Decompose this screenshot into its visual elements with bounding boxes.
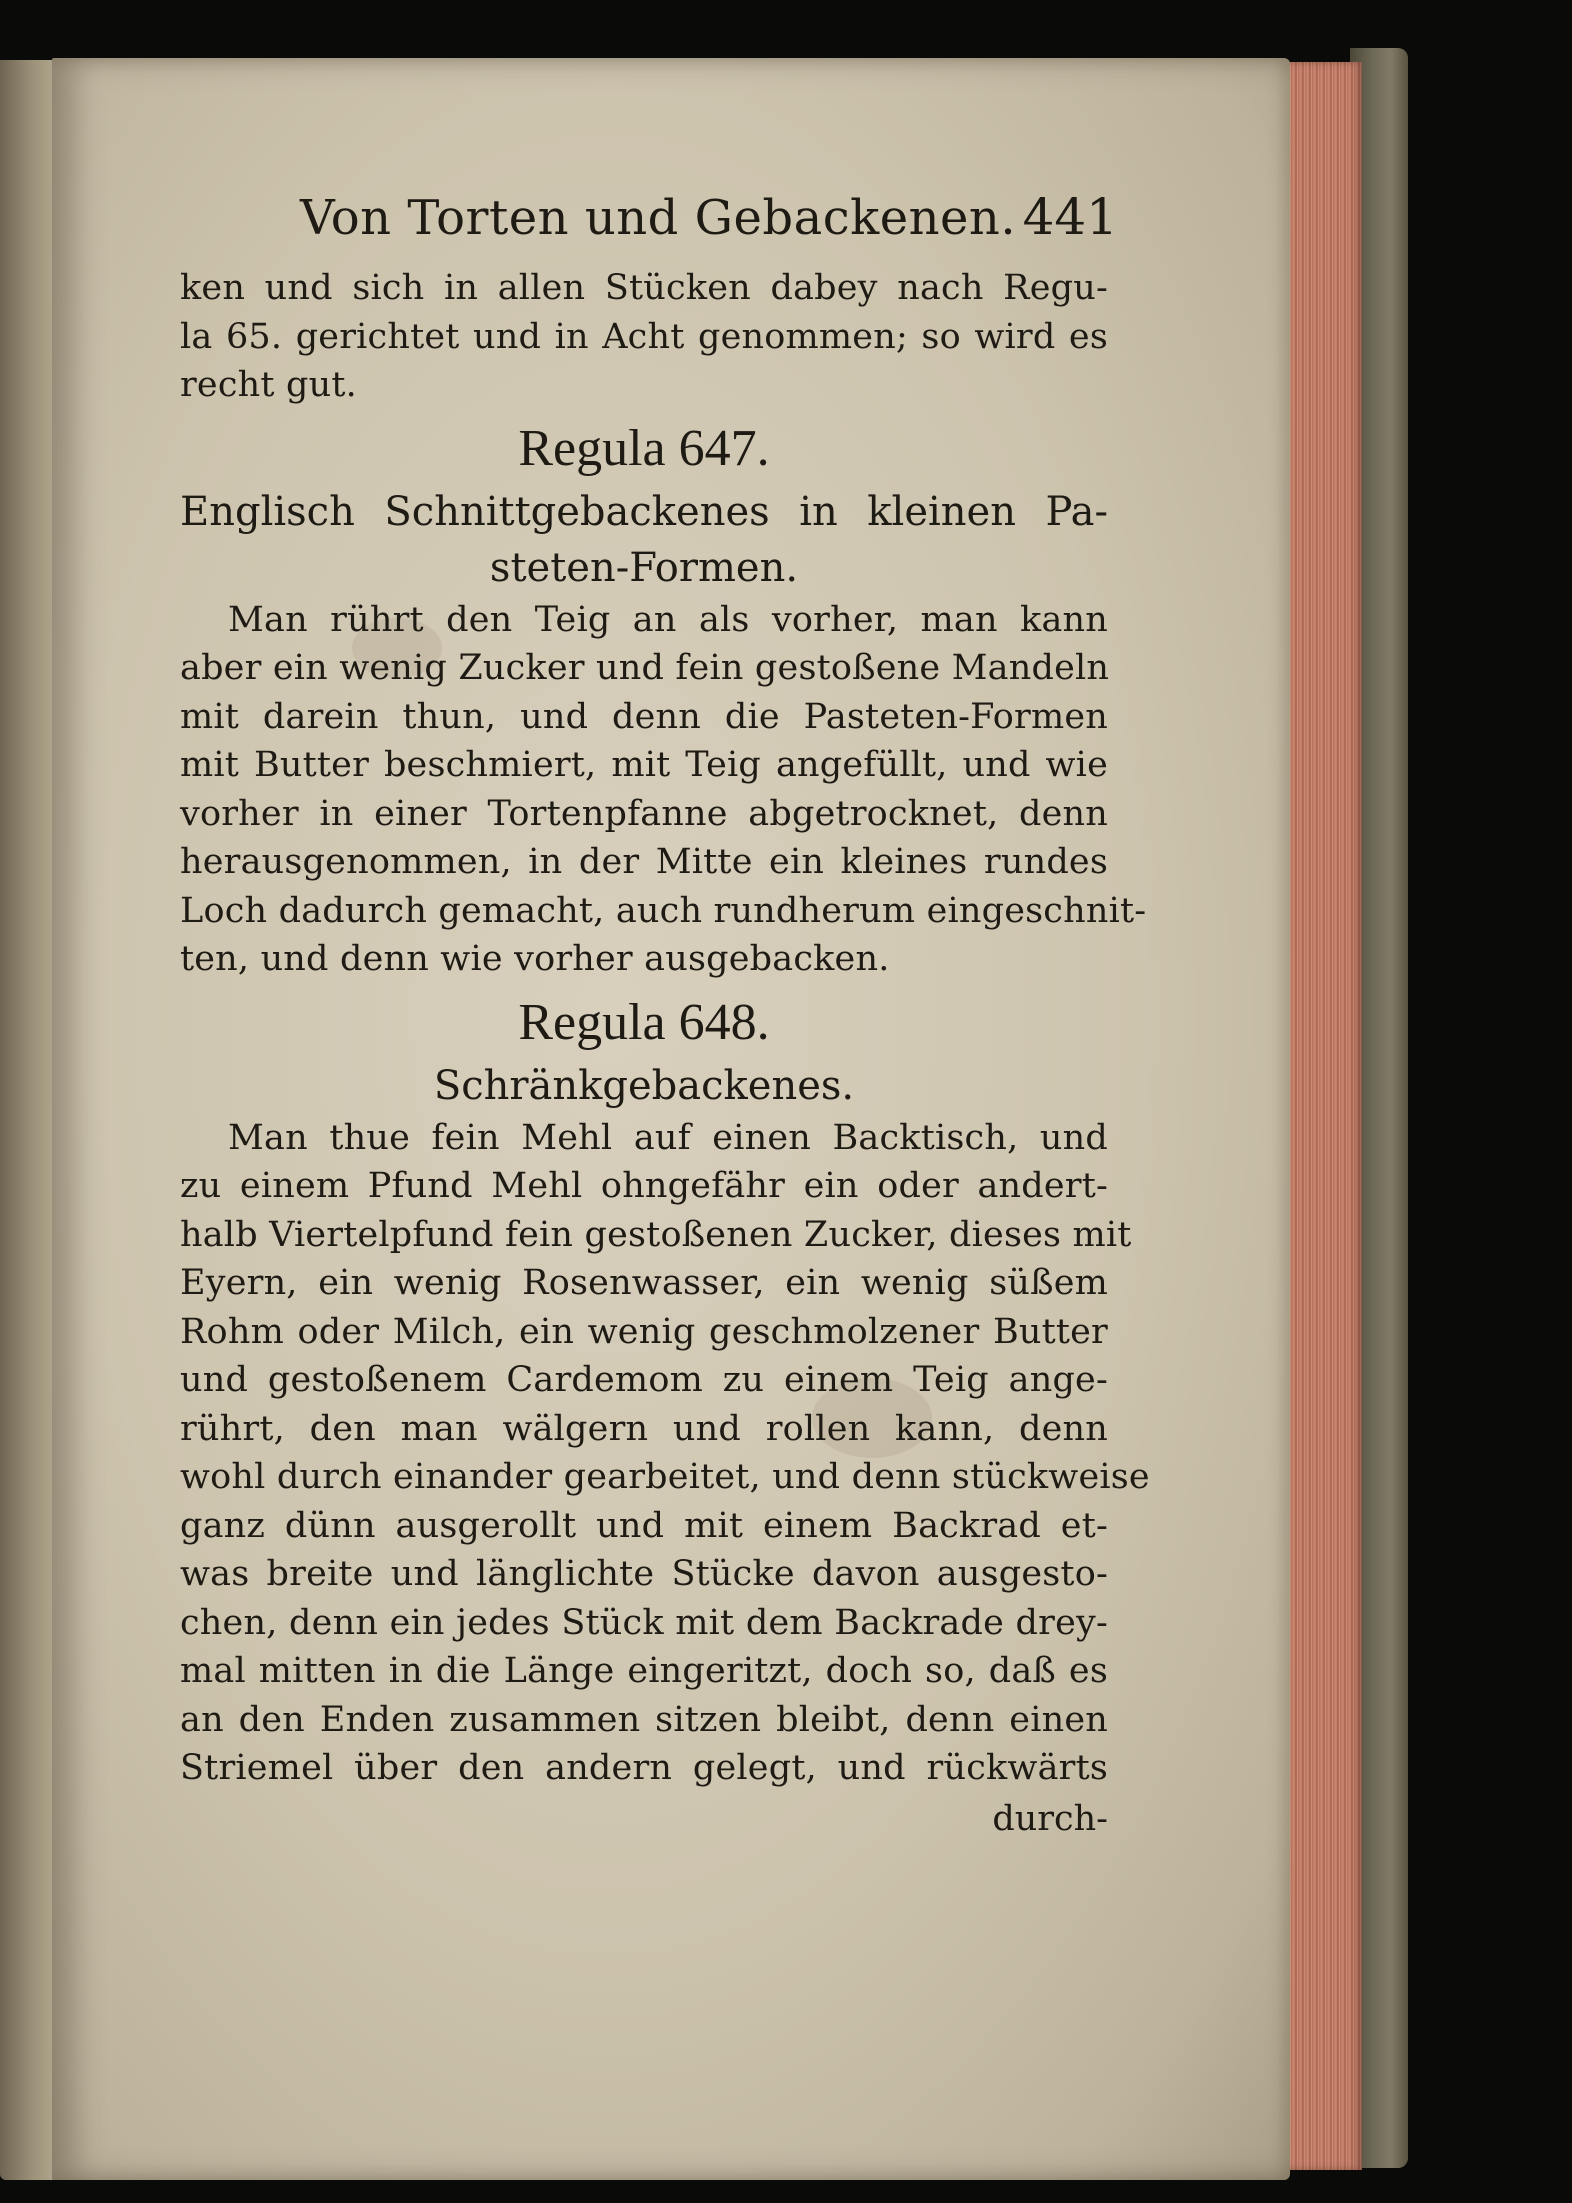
text-line: rührt, den man wälgern und rollen kann, denn [180, 1408, 1108, 1449]
text-line: Striemel über den andern gelegt, und rückwärts [180, 1748, 1108, 1788]
text-line: ken und sich in allen Stücken dabey nach Regu- [180, 268, 1108, 308]
text-line: an den Enden zusammen sitzen bleibt, denn einen [180, 1699, 1108, 1740]
rule-title [180, 484, 1108, 596]
catchword: durch- [992, 1798, 1108, 1839]
text-line: chen, denn ein jedes Stück mit dem Backrade drey- [180, 1602, 1108, 1643]
rule-body [180, 1114, 1150, 1793]
text-line: vorher in einer Tortenpfanne abgetrocknet, denn [180, 793, 1108, 834]
title-line: Schränkgebackenes. [433, 1062, 855, 1109]
text-line: wohl durch einander gearbeitet, und denn stückweise [180, 1457, 1150, 1497]
page-text [180, 188, 1150, 1843]
text-line: Eyern, ein wenig Rosenwasser, ein wenig süßem [180, 1263, 1108, 1303]
rule-section [180, 414, 1147, 984]
previous-page-edge [0, 60, 58, 2180]
text-line: la 65. gerichtet und in Acht genommen; so wird es [180, 316, 1108, 357]
text-line: zu einem Pfund Mehl ohngefähr ein oder andert- [180, 1166, 1108, 1206]
text-line: ganz dünn ausgerollt und mit einem Backrad et- [180, 1505, 1108, 1546]
title-line: steten-Formen. [489, 544, 799, 591]
text-line: mal mitten in die Länge eingeritzt, doch so, daß es [180, 1651, 1108, 1691]
running-head [300, 188, 1118, 264]
rule-body [180, 596, 1147, 984]
text-line: herausgenommen, in der Mitte ein kleines rundes [180, 842, 1108, 882]
rule-heading: Regula 647. [518, 419, 770, 477]
rule-heading: Regula 648. [518, 993, 770, 1051]
text-line: halb Viertelpfund fein gestoßenen Zucker, dieses mit [180, 1214, 1132, 1255]
text-line: und gestoßenem Cardemom zu einem Teig ange- [180, 1360, 1108, 1400]
rule-section [180, 988, 1150, 1793]
continuation-paragraph [180, 264, 1108, 410]
title-line: Englisch Schnittgebackenes in kleinen Pa- [180, 488, 1108, 535]
text-line: recht gut. [180, 365, 357, 405]
text-line: Man thue fein Mehl auf einen Backtisch, und [228, 1117, 1108, 1158]
running-title: Von Torten und Gebackenen. [300, 190, 1017, 246]
text-line: aber ein wenig Zucker und fein gestoßene Mandeln [180, 648, 1110, 688]
text-line: mit darein thun, und denn die Pasteten-Formen [180, 696, 1108, 737]
text-line: Rohm oder Milch, ein wenig geschmolzener Butter [180, 1311, 1108, 1352]
rule-title [180, 1058, 1108, 1114]
page-number: 441 [1022, 188, 1118, 246]
page-fore-edge [1284, 62, 1362, 2170]
text-line: mit Butter beschmiert, mit Teig angefüllt, und wie [180, 745, 1108, 785]
text-line: Man rührt den Teig an als vorher, man kann [228, 599, 1108, 640]
text-line: Loch dadurch gemacht, auch rundherum eingeschnit- [180, 890, 1147, 931]
text-line: was breite und länglichte Stücke davon ausgesto- [180, 1554, 1108, 1594]
text-line: ten, und denn wie vorher ausgebacken. [180, 939, 890, 979]
